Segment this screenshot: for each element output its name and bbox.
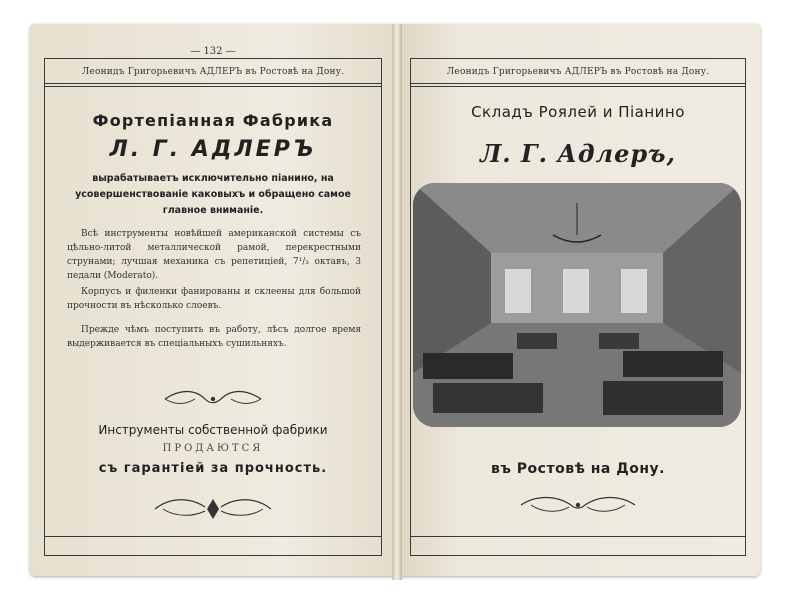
divider <box>45 83 381 84</box>
paragraph: Корпусъ и филенки фанированы и склеены для большой прочности въ нѣсколько слоевъ. <box>67 287 361 311</box>
ornament-icon <box>411 493 745 517</box>
page-number: — 132 — <box>190 46 236 57</box>
divider <box>411 83 745 84</box>
city-text: въ Ростовѣ на Дону. <box>491 461 665 477</box>
slogan: вырабатываетъ исключительно піанино, на усовершенствованіе каковыхъ и обращено самое главное вниманіе. <box>75 173 351 216</box>
open-book <box>30 24 760 580</box>
guarantee-text: съ гарантіей за прочность. <box>98 461 328 476</box>
ornament-icon <box>45 389 381 409</box>
sold-label: ПРОДАЮТСЯ <box>162 443 264 454</box>
instruments-heading: Инструменты собственной фабрики <box>98 423 328 437</box>
left-page <box>30 24 396 576</box>
running-head: Леонидъ Григорьевичъ АДЛЕРЪ въ Ростовѣ на Дону. <box>446 67 710 77</box>
book-spine <box>392 24 402 580</box>
divider <box>45 86 381 87</box>
running-head: Леонидъ Григорьевичъ АДЛЕРЪ въ Ростовѣ на Дону. <box>81 67 345 77</box>
warehouse-title: Складъ Роялей и Піанино <box>471 103 685 121</box>
paragraph: Прежде чѣмъ поступить въ работу, лѣсъ долгое время выдерживается въ спеціальныхъ сушильняхъ. <box>67 325 361 349</box>
divider <box>411 536 745 537</box>
divider <box>45 536 381 537</box>
left-frame <box>44 58 382 556</box>
owner-name: Л. Г. Адлеръ, <box>480 139 676 168</box>
showroom-photo <box>413 183 741 427</box>
divider <box>411 86 745 87</box>
ornament-icon <box>45 495 381 523</box>
right-frame <box>410 58 746 556</box>
paragraph: Всѣ инструменты новѣйшей американской системы съ цѣльно-литой металлической рамой, перекрестными струнами; лучшая механика съ репетиціей, 7¹/₃ октавъ, 3 педали (Moderato). <box>67 229 361 281</box>
owner-name: Л. Г. АДЛЕРЪ <box>109 137 317 162</box>
right-page <box>396 24 760 576</box>
factory-title: Фортепіанная Фабрика <box>92 111 334 130</box>
